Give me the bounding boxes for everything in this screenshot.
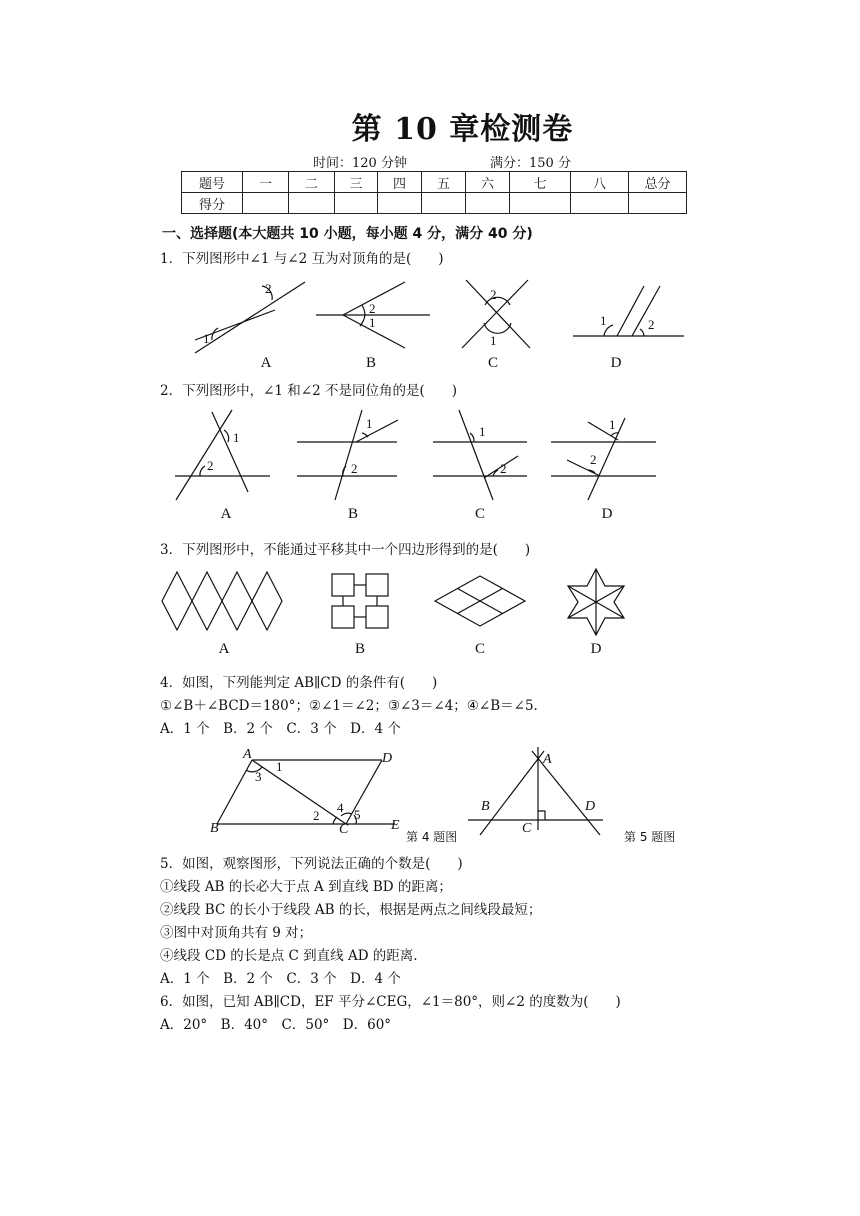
point-label: A: [543, 752, 552, 767]
point-label: A: [243, 747, 252, 762]
time-label: 时间：120 分钟: [313, 156, 407, 171]
score-cell[interactable]: [422, 193, 466, 214]
table-cell: 四: [378, 172, 422, 193]
question-6-stem: 6．如图，已知 AB∥CD，EF 平分∠CEG，∠1＝80°，则∠2 的度数为( ): [160, 994, 621, 1010]
point-label: C: [339, 822, 349, 837]
angle-label: 1: [366, 416, 373, 431]
angle-label: 2: [207, 458, 214, 473]
score-cell[interactable]: [629, 193, 687, 214]
option-label: D: [601, 506, 613, 522]
point-label: D: [585, 799, 596, 814]
score-cell[interactable]: [571, 193, 629, 214]
q2-figures: [0, 400, 860, 510]
score-cell[interactable]: [466, 193, 510, 214]
table-cell: 题号: [182, 172, 243, 193]
angle-label: 1: [479, 424, 486, 439]
option-label: A: [218, 641, 230, 657]
table-cell: 五: [422, 172, 466, 193]
angle-label: 1: [490, 333, 497, 348]
question-4-stem: 4．如图，下列能判定 AB∥CD 的条件有( ): [160, 675, 438, 691]
angle-label: 2: [648, 317, 655, 332]
question-4-conditions: ①∠B＋∠BCD＝180°；②∠1＝∠2；③∠3＝∠4；④∠B＝∠5.: [160, 698, 538, 714]
table-cell: 三: [335, 172, 378, 193]
option-label: B: [354, 641, 365, 657]
point-label: D: [382, 751, 393, 766]
question-3-stem: 3．下列图形中，不能通过平移其中一个四边形得到的是( ): [160, 542, 531, 558]
question-5-item: ②线段 BC 的长小于线段 AB 的长，根据是两点之间线段最短；: [160, 902, 542, 918]
question-2-stem: 2．下列图形中，∠1 和∠2 不是同位角的是( ): [160, 383, 458, 399]
angle-label: 2: [313, 808, 320, 823]
angle-label: 2: [490, 287, 497, 302]
question-5-stem: 5．如图，观察图形，下列说法正确的个数是( ): [160, 856, 463, 872]
option-label: A: [220, 506, 232, 522]
score-cell[interactable]: [289, 193, 335, 214]
table-cell: 八: [571, 172, 629, 193]
angle-label: 1: [233, 430, 240, 445]
option-label: D: [590, 641, 602, 657]
question-5-item: ③图中对顶角共有 9 对；: [160, 925, 313, 941]
score-cell[interactable]: [510, 193, 571, 214]
q3-figures: [0, 566, 860, 646]
angle-label: 5: [354, 807, 361, 822]
score-table: [181, 171, 687, 214]
figure-4-caption: 第 4 题图: [406, 830, 458, 844]
table-cell: 得分: [182, 193, 243, 214]
score-cell[interactable]: [378, 193, 422, 214]
angle-label: 4: [337, 800, 344, 815]
option-label: C: [474, 506, 485, 522]
question-5-item: ④线段 CD 的长是点 C 到直线 AD 的距离.: [160, 948, 418, 964]
question-5-choices: A．1 个 B．2 个 C．3 个 D．4 个: [160, 971, 401, 987]
option-label: D: [610, 355, 622, 371]
option-label: C: [487, 355, 498, 371]
angle-label: 2: [265, 281, 272, 296]
section-heading: 一、选择题(本大题共 10 小题，每小题 4 分，满分 40 分): [162, 226, 533, 242]
angle-label: 2: [500, 461, 507, 476]
score-cell[interactable]: [243, 193, 289, 214]
q5-figure: [460, 745, 620, 840]
angle-label: 1: [600, 313, 607, 328]
question-4-choices: A．1 个 B．2 个 C．3 个 D．4 个: [160, 721, 401, 737]
page-title: 第 10 章检测卷: [351, 112, 574, 147]
score-cell[interactable]: [335, 193, 378, 214]
angle-label: 3: [255, 769, 262, 784]
angle-label: 1: [609, 417, 616, 432]
option-label: B: [347, 506, 358, 522]
score-table-header-row: [182, 172, 687, 193]
option-label: C: [474, 641, 485, 657]
score-label: 满分：150 分: [490, 156, 571, 171]
angle-label: 2: [369, 301, 376, 316]
point-label: B: [481, 799, 490, 814]
table-cell: 一: [243, 172, 289, 193]
point-label: E: [391, 818, 400, 833]
question-5-item: ①线段 AB 的长必大于点 A 到直线 BD 的距离；: [160, 879, 452, 895]
figure-5-caption: 第 5 题图: [624, 830, 676, 844]
option-label: B: [365, 355, 376, 371]
table-cell: 二: [289, 172, 335, 193]
option-label: A: [260, 355, 272, 371]
angle-label: 1: [369, 315, 376, 330]
q1-figures: [0, 270, 860, 370]
question-1-stem: 1．下列图形中∠1 与∠2 互为对顶角的是( ): [160, 251, 444, 267]
angle-label: 1: [276, 759, 283, 774]
angle-label: 2: [351, 461, 358, 476]
point-label: B: [210, 821, 219, 836]
angle-label: 1: [203, 331, 210, 346]
table-cell: 六: [466, 172, 510, 193]
angle-label: 2: [590, 452, 597, 467]
table-cell: 七: [510, 172, 571, 193]
score-table-score-row: [182, 193, 687, 214]
point-label: C: [522, 821, 532, 836]
table-cell: 总分: [629, 172, 687, 193]
question-6-choices: A．20° B．40° C．50° D．60°: [160, 1017, 392, 1033]
